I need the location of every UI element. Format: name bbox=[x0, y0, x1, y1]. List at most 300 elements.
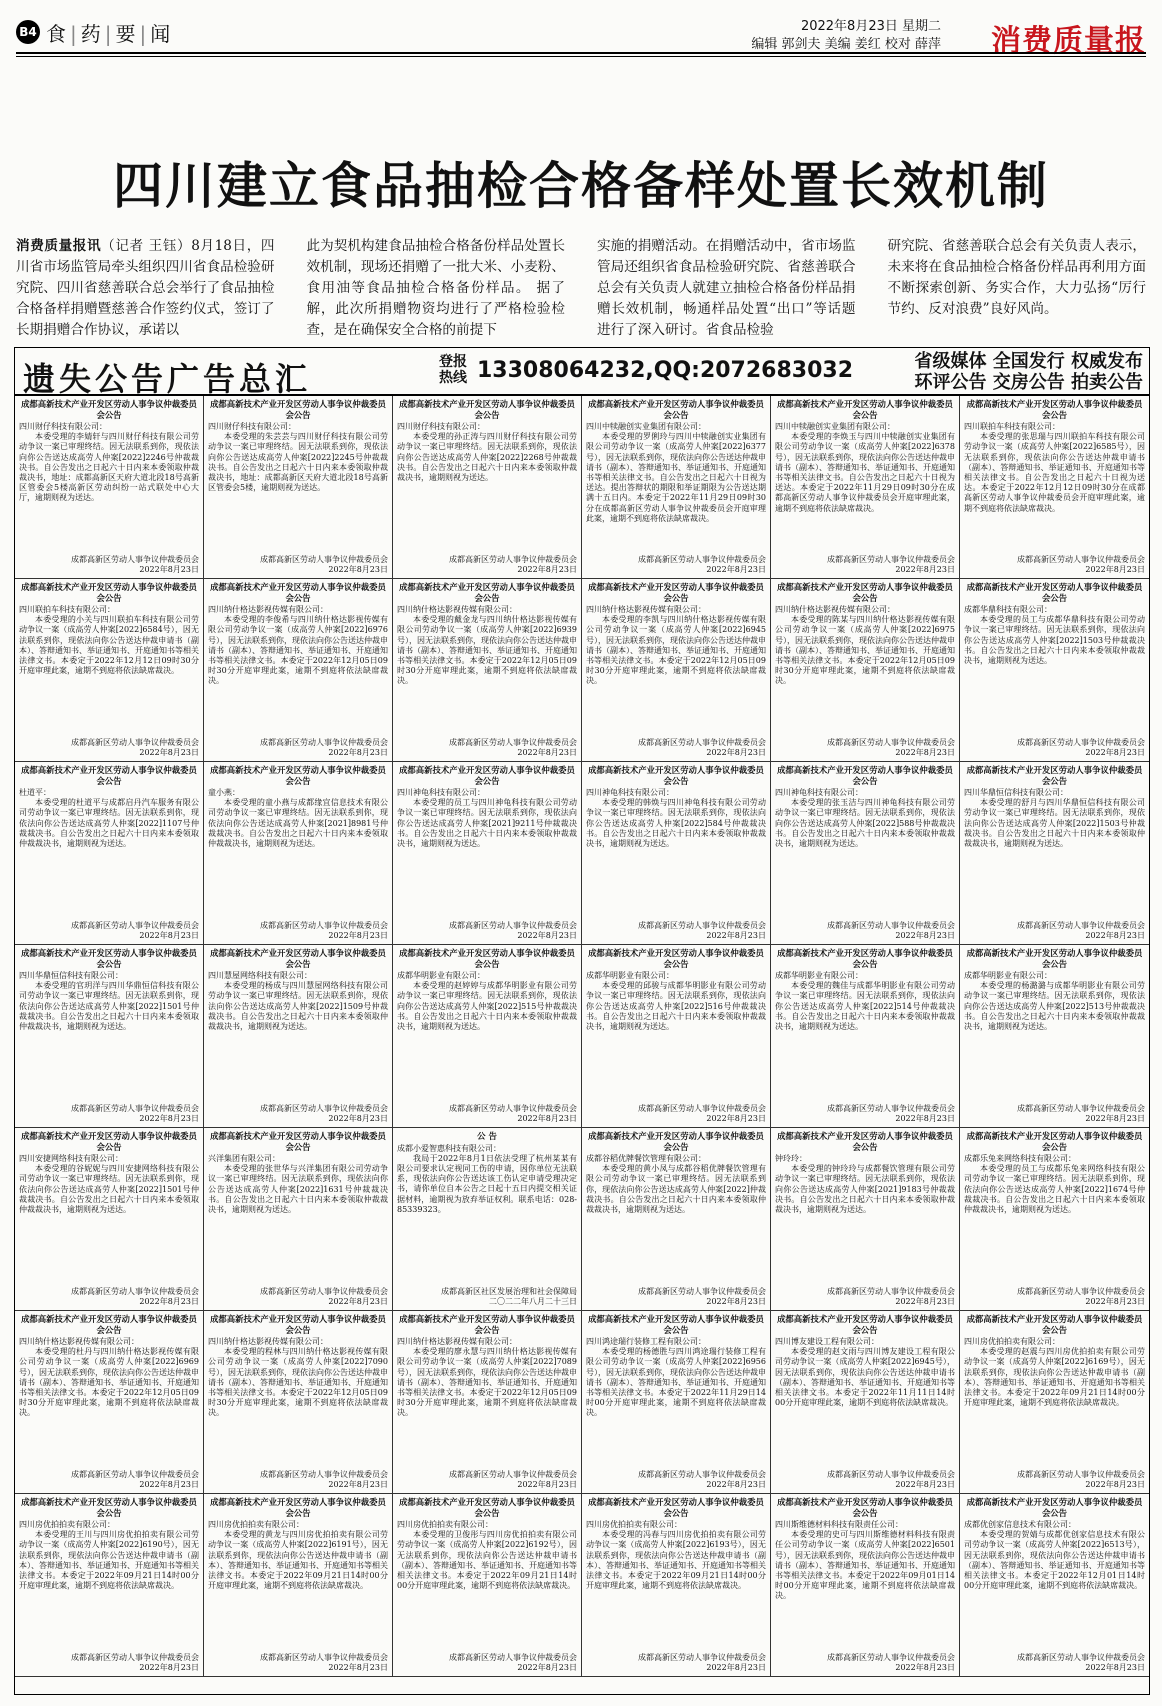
notice-title: 成都高新技术产业开发区劳动人事争议仲裁委员会公告 bbox=[210, 582, 386, 603]
masthead-logo: 消费质量报 bbox=[991, 24, 1146, 59]
lead-article bbox=[16, 236, 1146, 338]
notice-item bbox=[771, 1494, 960, 1677]
notice-title: 成都高新技术产业开发区劳动人事争议仲裁委员会公告 bbox=[210, 1314, 386, 1335]
notice-item bbox=[582, 1494, 771, 1677]
notice-addressee: 四川神龟科技有限公司： bbox=[397, 788, 485, 797]
header-rule bbox=[16, 52, 1146, 54]
notice-addressee: 成都乐兔来网络科技有限公司： bbox=[964, 1154, 1076, 1163]
notice-addressee: 四川财仔科技有限公司： bbox=[19, 422, 107, 431]
notice-footer bbox=[638, 1104, 766, 1124]
notice-addressee: 四川纳什格达影视传媒有限公司： bbox=[397, 1337, 517, 1346]
notice-signature: 成都高新区劳动人事争议仲裁委员会 bbox=[638, 737, 766, 747]
notice-footer bbox=[260, 555, 388, 575]
notice-signature: 成都高新区劳动人事争议仲裁委员会 bbox=[827, 1652, 955, 1662]
notice-signature: 成都高新区劳动人事争议仲裁委员会 bbox=[71, 554, 199, 564]
notice-body: 本委受理的卫俊彤与四川房优拍拍卖有限公司劳动争议一案（成高劳人仲案[2022]6192号），因无法联系到你，现依法向你公告送达仲裁申请书（副本）、答辩通知书、举证通知书、开庭通知书等相关法律文书。本委定于2022年09月21日14时00分开庭审理此案，逾期不到庭将依法缺席裁决。 bbox=[397, 1530, 577, 1591]
notice-addressee: 四川华鼎恒信科技有限公司： bbox=[19, 971, 123, 980]
notice-signature: 成都高新区劳动人事争议仲裁委员会 bbox=[827, 920, 955, 930]
notice-addressee: 成都小爱智惠科技有限公司： bbox=[397, 1143, 501, 1153]
notice-date: 2022年8月23日 bbox=[895, 747, 955, 757]
notice-signature: 成都高新区劳动人事争议仲裁委员会 bbox=[71, 1103, 199, 1113]
notice-body: 本委受理的员工与四川神龟科技有限公司劳动争议一案已审理终结。因无法联系到你，现依法向你公告送达成高劳人仲案[2021]9211号仲裁裁决书。自公告发出之日起六十日内来本委领取仲裁裁决书，逾期则视为送达。 bbox=[397, 798, 577, 849]
notice-body: 我局于2022年8月1日依法受理了杭州某某有限公司要求认定视同工伤的申请，因你单位无法联系，现依法向你公告送达该工伤认定申请受理决定书，请你单位自本公告之日起十五日内提交相关证据材料，逾期视为放弃举证权利。联系电话：028-85339323。 bbox=[397, 1153, 577, 1214]
notice-date: 2022年8月23日 bbox=[706, 1662, 766, 1672]
notice-footer bbox=[260, 1287, 388, 1307]
notice-body: 本委受理的冯春与四川房优拍拍卖有限公司劳动争议一案（成高劳人仲案[2022]6193号），因无法联系到你，现依法向你公告送达仲裁申请书（副本）、答辩通知书、举证通知书、开庭通知书等相关法律文书。本委定于2022年09月21日14时00分开庭审理此案，逾期不到庭将依法缺席裁决。 bbox=[586, 1530, 766, 1591]
notice-body: 本委受理的陈某与四川纳什格达影视传媒有限公司劳动争议一案（成高劳人仲案[2022]6975号），因无法联系到你，现依法向你公告送达仲裁申请书（副本）、答辩通知书、举证通知书、开庭通知书等相关法律文书。本委定于2022年12月05日09时30分开庭审理此案，逾期不到庭将依法缺席裁决。 bbox=[775, 615, 955, 686]
notice-item bbox=[960, 396, 1149, 579]
notice-body: 本委受理的黄龙与四川房优拍拍卖有限公司劳动争议一案（成高劳人仲案[2022]6191号），因无法联系到你，现依法向你公告送达仲裁申请书（副本）、答辩通知书、举证通知书、开庭通知书等相关法律文书。本委定于2022年09月21日14时00分开庭审理此案，逾期不到庭将依法缺席裁决。 bbox=[208, 1530, 388, 1591]
notice-footer bbox=[71, 1287, 199, 1307]
notice-title: 成都高新技术产业开发区劳动人事争议仲裁委员会公告 bbox=[399, 1314, 575, 1335]
notice-signature: 成都高新区劳动人事争议仲裁委员会 bbox=[449, 1652, 577, 1662]
notice-signature: 成都高新区劳动人事争议仲裁委员会 bbox=[827, 1469, 955, 1479]
notice-footer bbox=[260, 1104, 388, 1124]
notice-title: 成都高新技术产业开发区劳动人事争议仲裁委员会公告 bbox=[588, 1131, 764, 1152]
notice-footer bbox=[449, 555, 577, 575]
ads-title: 遗失公告广告总汇 bbox=[23, 360, 312, 398]
notice-date: 2022年8月23日 bbox=[517, 1662, 577, 1672]
notice-signature: 成都高新区劳动人事争议仲裁委员会 bbox=[449, 920, 577, 930]
ads-slogan-line: 环评公告 交房公告 拍卖公告 bbox=[914, 372, 1143, 393]
notice-date: 二〇二二年八月二十三日 bbox=[489, 1296, 577, 1306]
notice-body: 本委受理的赵震与四川房优拍拍卖有限公司劳动争议一案（成高劳人仲案[2022]6169号），因无法联系到你，现依法向你公告送达仲裁申请书（副本）、答辩通知书、举证通知书、开庭通知书等相关法律文书。本委定于2022年09月21日14时00分开庭审理此案，逾期不到庭将依法缺席裁决。 bbox=[964, 1347, 1145, 1408]
notice-title: 成都高新技术产业开发区劳动人事争议仲裁委员会公告 bbox=[588, 1314, 764, 1335]
notice-footer bbox=[71, 555, 199, 575]
notice-footer bbox=[1017, 738, 1145, 758]
notice-footer bbox=[827, 1104, 955, 1124]
notice-body: 本委受理的张思瑞与四川联拍车科技有限公司劳动争议一案（成高劳人仲案[2022]6585号），因无法联系到你，现依法向你公告送达仲裁申请书（副本）、答辩通知书、举证通知书、开庭通知书等相关法律文书。自公告发出之日起六十日视为送达。本委定于2022年12月12日09时30分在成都高新区劳动人事争议仲裁委员会开庭审理此案，逾期不到庭将依法缺席裁决。 bbox=[964, 432, 1145, 513]
notice-item bbox=[393, 1494, 582, 1677]
notice-addressee: 四川纳什格达影视传媒有限公司： bbox=[208, 605, 328, 614]
notice-signature: 成都高新区劳动人事争议仲裁委员会 bbox=[827, 1103, 955, 1113]
notice-body: 本委受理的钟玲玲与成都餐饮管理有限公司劳动争议一案已审理终结。因无法联系到你，现依法向你公告送达成高劳人仲案[2021]9183号仲裁裁决书。自公告发出之日起六十日内来本委领取仲裁裁决书，逾期则视为送达。 bbox=[775, 1164, 955, 1215]
notice-signature: 成都高新区社区发展治理和社会保障局 bbox=[441, 1286, 577, 1296]
notice-date: 2022年8月23日 bbox=[1085, 1662, 1145, 1672]
notice-footer bbox=[1017, 1470, 1145, 1490]
notice-item bbox=[15, 1311, 204, 1494]
notice-footer bbox=[1017, 921, 1145, 941]
section-char: 闻 bbox=[150, 22, 173, 46]
notice-body: 本委受理的杜丹与四川纳什格达影视传媒有限公司劳动争议一案（成高劳人仲案[2022]6969号），因无法联系到你，现依法向你公告送达仲裁申请书（副本）、答辩通知书、举证通知书、开庭通知书等相关法律文书。本委定于2022年12月05日09时30分开庭审理此案，逾期不到庭将依法缺席裁决。 bbox=[19, 1347, 199, 1418]
notice-footer bbox=[441, 1287, 577, 1307]
notice-body: 本委受理的童小燕与成都缘宜信息技术有限公司劳动争议一案已审理终结。因无法联系到你，现依法向你公告送达成高劳人仲案[2021]8981号仲裁裁决书。自公告发出之日起六十日内来本委领取仲裁裁决书，逾期则视为送达。 bbox=[208, 798, 388, 849]
notice-footer bbox=[827, 1653, 955, 1673]
notice-title: 成都高新技术产业开发区劳动人事争议仲裁委员会公告 bbox=[777, 1131, 953, 1152]
notice-body: 本委受理的小关与四川联拍车科技有限公司劳动争议一案（成高劳人仲案[2022]6584号），因无法联系到你，现依法向你公告送达仲裁申请书（副本）、答辩通知书、举证通知书、开庭通知书等相关法律文书。本委定于2022年12月12日09时30分开庭审理此案，逾期不到庭将依法缺席裁决。 bbox=[19, 615, 199, 676]
notice-title: 成都高新技术产业开发区劳动人事争议仲裁委员会公告 bbox=[966, 399, 1143, 420]
notice-signature: 成都高新区劳动人事争议仲裁委员会 bbox=[260, 554, 388, 564]
notice-footer bbox=[1017, 555, 1145, 575]
notice-item bbox=[15, 1494, 204, 1677]
notice-item bbox=[771, 1128, 960, 1311]
notice-date: 2022年8月23日 bbox=[1085, 747, 1145, 757]
notice-item bbox=[393, 1311, 582, 1494]
notice-date: 2022年8月23日 bbox=[895, 930, 955, 940]
notice-title: 成都高新技术产业开发区劳动人事争议仲裁委员会公告 bbox=[966, 1314, 1143, 1335]
notice-item bbox=[771, 945, 960, 1128]
notice-date: 2022年8月23日 bbox=[1085, 1113, 1145, 1123]
notice-item bbox=[393, 762, 582, 945]
notice-title: 成都高新技术产业开发区劳动人事争议仲裁委员会公告 bbox=[21, 948, 197, 969]
notice-body: 本委受理的朱芸芸与四川财仔科技有限公司劳动争议一案已审理终结。因无法联系到你，现依法向你公告送达成高劳人仲案[2022]2245号仲裁裁决书。自公告发出之日起六十日内来本委领取仲裁裁决书，地址：成都高新区天府大道北段18号高新区管委会5楼，逾期则视为送达。 bbox=[208, 432, 388, 493]
section-char: 食 bbox=[46, 22, 68, 46]
notice-title: 成都高新技术产业开发区劳动人事争议仲裁委员会公告 bbox=[21, 1497, 197, 1518]
notice-body: 本委受理的韩焕与四川神龟科技有限公司劳动争议一案已审理终结。因无法联系到你，现依法向你公告送达成高劳人仲案[2022]584号仲裁裁决书。自公告发出之日起六十日内来本委领取仲裁裁决书，逾期则视为送达。 bbox=[586, 798, 766, 849]
notice-addressee: 四川纳什格达影视传媒有限公司： bbox=[208, 1337, 328, 1346]
notice-date: 2022年8月23日 bbox=[706, 1113, 766, 1123]
notice-item bbox=[393, 396, 582, 579]
notice-date: 2022年8月23日 bbox=[139, 564, 199, 574]
notice-addressee: 四川斯维德材料科技有限责任公司： bbox=[775, 1520, 903, 1529]
notice-date: 2022年8月23日 bbox=[517, 1113, 577, 1123]
notice-date: 2022年8月23日 bbox=[139, 930, 199, 940]
classified-ads-section bbox=[14, 347, 1150, 1695]
notice-footer bbox=[449, 738, 577, 758]
notice-date: 2022年8月23日 bbox=[895, 1479, 955, 1489]
notice-date: 2022年8月23日 bbox=[1085, 1296, 1145, 1306]
notice-item bbox=[393, 1128, 582, 1311]
notice-addressee: 四川纳什格达影视传媒有限公司： bbox=[775, 605, 895, 614]
notice-item bbox=[15, 762, 204, 945]
article-column: 研究院、省慈善联合总会有关负责人表示，未来将在食品抽检合格备份样品再利用方面不断探索创新、务实合作，大力弘扬“厉行节约、反对浪费”良好风尚。 bbox=[887, 238, 1146, 317]
notice-signature: 成都高新区劳动人事争议仲裁委员会 bbox=[638, 1286, 766, 1296]
notice-body: 本委受理的贺婧与成都优创家信息技术有限公司劳动争议一案（成高劳人仲案[2022]6513号），因无法联系到你，现依法向你公告送达仲裁申请书（副本）、答辩通知书、举证通知书、开庭通知书等相关法律文书。本委定于2022年12月01日14时00分开庭审理此案，逾期不到庭将依法缺席裁决。 bbox=[964, 1530, 1145, 1591]
notice-body: 本委受理的李俊希与四川纳什格达影视传媒有限公司劳动争议一案（成高劳人仲案[2022]6976号），因无法联系到你，现依法向你公告送达仲裁申请书（副本）、答辩通知书、举证通知书、开庭通知书等相关法律文书。本委定于2022年12月05日09时30分开庭审理此案，逾期不到庭将依法缺席裁决。 bbox=[208, 615, 388, 686]
notice-footer bbox=[1017, 1287, 1145, 1307]
notice-signature: 成都高新区劳动人事争议仲裁委员会 bbox=[827, 554, 955, 564]
notice-title: 公 告 bbox=[477, 1131, 497, 1141]
notice-item bbox=[204, 396, 393, 579]
notice-addressee: 四川房优拍拍卖有限公司： bbox=[397, 1520, 493, 1529]
notice-body: 本委受理的史可与四川斯维德材料科技有限责任公司劳动争议一案（成高劳人仲案[2022]6501号），因无法联系到你，现依法向你公告送达仲裁申请书（副本）、答辩通知书、举证通知书、开庭通知书等相关法律文书。本委定于2022年09月01日14时00分开庭审理此案，逾期不到庭将依法缺席裁决。 bbox=[775, 1530, 955, 1601]
notice-grid bbox=[15, 396, 1149, 1677]
notice-signature: 成都高新区劳动人事争议仲裁委员会 bbox=[638, 920, 766, 930]
notice-title: 成都高新技术产业开发区劳动人事争议仲裁委员会公告 bbox=[21, 1314, 197, 1335]
notice-addressee: 四川中犊融创实业集团有限公司： bbox=[775, 422, 895, 431]
notice-footer bbox=[260, 921, 388, 941]
notice-title: 成都高新技术产业开发区劳动人事争议仲裁委员会公告 bbox=[966, 582, 1143, 603]
notice-signature: 成都高新区劳动人事争议仲裁委员会 bbox=[449, 554, 577, 564]
notice-body: 本委受理的员工与成都乐兔来网络科技有限公司劳动争议一案已审理终结。因无法联系到你，现依法向你公告送达成高劳人仲案[2022]1674号仲裁裁决书。自公告发出之日起六十日内来本委领取仲裁裁决书，逾期则视为送达。 bbox=[964, 1164, 1145, 1215]
notice-addressee: 四川房优拍拍卖有限公司： bbox=[19, 1520, 115, 1529]
notice-signature: 成都高新区劳动人事争议仲裁委员会 bbox=[449, 1103, 577, 1113]
notice-item bbox=[204, 1311, 393, 1494]
notice-title: 成都高新技术产业开发区劳动人事争议仲裁委员会公告 bbox=[777, 582, 953, 603]
notice-body: 本委受理的杨德胜与四川鸿途瑞行装修工程有限公司劳动争议一案（成高劳人仲案[2022]6956号），因无法联系到你，现依法向你公告送达仲裁申请书（副本）、答辩通知书、举证通知书、开庭通知书等相关法律文书。本委定于2022年11月29日14时00分开庭审理此案，逾期不到庭将依法缺席裁决。 bbox=[586, 1347, 766, 1418]
notice-footer bbox=[1017, 1104, 1145, 1124]
notice-date: 2022年8月23日 bbox=[328, 1296, 388, 1306]
notice-signature: 成都高新区劳动人事争议仲裁委员会 bbox=[71, 1286, 199, 1296]
notice-item bbox=[15, 579, 204, 762]
notice-addressee: 四川安捷网络科技有限公司： bbox=[19, 1154, 123, 1163]
notice-date: 2022年8月23日 bbox=[517, 747, 577, 757]
notice-date: 2022年8月23日 bbox=[895, 1113, 955, 1123]
notice-item bbox=[582, 945, 771, 1128]
notice-item bbox=[582, 579, 771, 762]
notice-item bbox=[204, 1128, 393, 1311]
notice-body: 本委受理的舒月与四川华鼎恒信科技有限公司劳动争议一案已审理终结。因无法联系到你，现依法向你公告送达成高劳人仲案[2022]1503号仲裁裁决书。自公告发出之日起六十日内来本委领取仲裁裁决书，逾期则视为送达。 bbox=[964, 798, 1145, 849]
notice-addressee: 成都华明影业有限公司： bbox=[397, 971, 485, 980]
notice-footer bbox=[260, 1470, 388, 1490]
notice-footer bbox=[827, 738, 955, 758]
section-char: 要 bbox=[115, 22, 138, 46]
notice-body: 本委受理的黄小凤与成都谷稻优牌餐饮管理有限公司劳动争议一案已审理终结。因无法联系到你，现依法向你公告送达成高劳人仲案[2022]仲裁裁决书。自公告发出之日起六十日内来本委领取仲裁裁决书，逾期则视为送达。 bbox=[586, 1164, 766, 1215]
notice-body: 本委受理的李焕玉与四川中犊融创实业集团有限公司劳动争议一案（成高劳人仲案[2022]6378号），因无法联系到你，现依法向你公告送达仲裁申请书（副本）、答辩通知书、举证通知书、开庭通知书等相关法律文书。自公告发出之日起六十日视为送达。本委定于2022年11月29日09时30分在成都高新区劳动人事争议仲裁委员会开庭审理此案，逾期不到庭将依法缺席裁决。 bbox=[775, 432, 955, 513]
notice-signature: 成都高新区劳动人事争议仲裁委员会 bbox=[638, 1652, 766, 1662]
notice-addressee: 四川房优拍拍卖有限公司： bbox=[964, 1337, 1060, 1346]
notice-date: 2022年8月23日 bbox=[139, 1479, 199, 1489]
notice-date: 2022年8月23日 bbox=[706, 747, 766, 757]
notice-item bbox=[960, 1128, 1149, 1311]
notice-footer bbox=[71, 921, 199, 941]
notice-body: 本委受理的谷妮妮与四川安捷网络科技有限公司劳动争议一案已审理终结。因无法联系到你，现依法向你公告送达成高劳人仲案[2022]1501号仲裁裁决书。自公告发出之日起六十日内来本委领取仲裁裁决书，逾期则视为送达。 bbox=[19, 1164, 199, 1215]
notice-body: 本委受理的李凯与四川纳什格达影视传媒有限公司劳动争议一案（成高劳人仲案[2022]6945号），因无法联系到你，现依法向你公告送达仲裁申请书（副本）、答辩通知书、举证通知书、开庭通知书等相关法律文书。本委定于2022年12月05日09时30分开庭审理此案，逾期不到庭将依法缺席裁决。 bbox=[586, 615, 766, 686]
notice-addressee: 成都华鼎科技有限公司： bbox=[964, 605, 1052, 614]
notice-item bbox=[771, 579, 960, 762]
notice-body: 本委受理的王川与四川房优拍拍卖有限公司劳动争议一案（成高劳人仲案[2022]6190号），因无法联系到你，现依法向你公告送达仲裁申请书（副本）、答辩通知书、举证通知书、开庭通知书等相关法律文书。本委定于2022年09月21日14时00分开庭审理此案，逾期不到庭将依法缺席裁决。 bbox=[19, 1530, 199, 1591]
notice-footer bbox=[638, 921, 766, 941]
notice-addressee: 兴洋集团有限公司： bbox=[208, 1154, 280, 1163]
ads-hotline-number: 13308064232,QQ:2072683032 bbox=[477, 358, 854, 383]
notice-title: 成都高新技术产业开发区劳动人事争议仲裁委员会公告 bbox=[966, 1497, 1143, 1518]
notice-signature: 成都高新区劳动人事争议仲裁委员会 bbox=[260, 920, 388, 930]
notice-title: 成都高新技术产业开发区劳动人事争议仲裁委员会公告 bbox=[966, 765, 1143, 786]
notice-date: 2022年8月23日 bbox=[517, 1479, 577, 1489]
notice-footer bbox=[827, 1287, 955, 1307]
notice-title: 成都高新技术产业开发区劳动人事争议仲裁委员会公告 bbox=[210, 1497, 386, 1518]
notice-addressee: 四川鸿途瑞行装修工程有限公司： bbox=[586, 1337, 706, 1346]
notice-signature: 成都高新区劳动人事争议仲裁委员会 bbox=[1017, 1469, 1145, 1479]
notice-addressee: 四川慧屋网络科技有限公司： bbox=[208, 971, 312, 980]
notice-date: 2022年8月23日 bbox=[139, 1113, 199, 1123]
notice-footer bbox=[638, 1653, 766, 1673]
notice-title: 成都高新技术产业开发区劳动人事争议仲裁委员会公告 bbox=[21, 765, 197, 786]
notice-addressee: 四川房优拍拍卖有限公司： bbox=[586, 1520, 682, 1529]
notice-body: 本委受理的邱骏与成都华明影业有限公司劳动争议一案已审理终结。因无法联系到你，现依法向你公告送达成高劳人仲案[2022]516号仲裁裁决书。自公告发出之日起六十日内来本委领取仲裁裁决书，逾期则视为送达。 bbox=[586, 981, 766, 1032]
notice-title: 成都高新技术产业开发区劳动人事争议仲裁委员会公告 bbox=[588, 765, 764, 786]
notice-addressee: 四川中犊融创实业集团有限公司： bbox=[586, 422, 706, 431]
notice-addressee: 四川联拍车科技有限公司： bbox=[964, 422, 1060, 431]
article-column: 此为契机构建食品抽检合格备份样品处置长效机制，现场还捐赠了一批大米、小麦粉、食用油等食品抽检合格备份样品。 据了解，此次所捐赠物资均进行了严格检验检查，是在确保安全合格的前提下 bbox=[306, 238, 565, 338]
notice-signature: 成都高新区劳动人事争议仲裁委员会 bbox=[1017, 554, 1145, 564]
notice-signature: 成都高新区劳动人事争议仲裁委员会 bbox=[1017, 920, 1145, 930]
notice-title: 成都高新技术产业开发区劳动人事争议仲裁委员会公告 bbox=[399, 399, 575, 420]
notice-signature: 成都高新区劳动人事争议仲裁委员会 bbox=[638, 554, 766, 564]
article-text: 8月18日，四川省市场监管局牵头组织四川省食品检验研究院、四川省慈善联合总会举行了食品抽检合格备样捐赠暨慈善合作签约仪式，签订了长期捐赠合作协议，承诺以 bbox=[16, 238, 275, 338]
notice-signature: 成都高新区劳动人事争议仲裁委员会 bbox=[260, 737, 388, 747]
notice-date: 2022年8月23日 bbox=[139, 1662, 199, 1672]
notice-footer bbox=[449, 1104, 577, 1124]
notice-date: 2022年8月23日 bbox=[139, 747, 199, 757]
notice-date: 2022年8月23日 bbox=[1085, 1479, 1145, 1489]
notice-footer bbox=[827, 921, 955, 941]
notice-body: 本委受理的赵婷婷与成都华明影业有限公司劳动争议一案已审理终结。因无法联系到你，现依法向你公告送达成高劳人仲案[2022]515号仲裁裁决书。自公告发出之日起六十日内来本委领取仲裁裁决书，逾期则视为送达。 bbox=[397, 981, 577, 1032]
notice-addressee: 四川华鼎恒信科技有限公司： bbox=[964, 788, 1068, 797]
notice-item bbox=[204, 1494, 393, 1677]
notice-addressee: 成都华明影业有限公司： bbox=[586, 971, 674, 980]
notice-date: 2022年8月23日 bbox=[1085, 930, 1145, 940]
notice-date: 2022年8月23日 bbox=[895, 564, 955, 574]
notice-addressee: 四川神龟科技有限公司： bbox=[775, 788, 863, 797]
notice-date: 2022年8月23日 bbox=[895, 1296, 955, 1306]
notice-date: 2022年8月23日 bbox=[517, 564, 577, 574]
notice-body: 本委受理的杜道平与成都启丹汽车服务有限公司劳动争议一案已审理终结。因无法联系到你，现依法向你公告送达成高劳人仲案[2022]1107号仲裁裁决书。自公告发出之日起六十日内来本委领取仲裁裁决书，逾期则视为送达。 bbox=[19, 798, 199, 849]
notice-addressee: 四川纳什格达影视传媒有限公司： bbox=[586, 605, 706, 614]
notice-date: 2022年8月23日 bbox=[895, 1662, 955, 1672]
notice-footer bbox=[260, 1653, 388, 1673]
notice-footer bbox=[1017, 1653, 1145, 1673]
notice-title: 成都高新技术产业开发区劳动人事争议仲裁委员会公告 bbox=[399, 582, 575, 603]
notice-body: 本委受理的廖永慧与四川纳什格达影视传媒有限公司劳动争议一案（成高劳人仲案[2022]7089号），因无法联系到你，现依法向你公告送达仲裁申请书（副本）、答辩通知书、举证通知书、开庭通知书等相关法律文书。本委定于2022年12月05日09时30分开庭审理此案，逾期不到庭将依法缺席裁决。 bbox=[397, 1347, 577, 1418]
notice-body: 本委受理的戴金龙与四川纳什格达影视传媒有限公司劳动争议一案（成高劳人仲案[2022]6939号），因无法联系到你，现依法向你公告送达仲裁申请书（副本）、答辩通知书、举证通知书、开庭通知书等相关法律文书。本委定于2022年12月05日09时30分开庭审理此案，逾期不到庭将依法缺席裁决。 bbox=[397, 615, 577, 686]
notice-signature: 成都高新区劳动人事争议仲裁委员会 bbox=[1017, 737, 1145, 747]
dateline bbox=[751, 18, 941, 54]
notice-addressee: 四川博友建设工程有限公司： bbox=[775, 1337, 879, 1346]
notice-addressee: 成都优创家信息技术有限公司： bbox=[964, 1520, 1076, 1529]
notice-date: 2022年8月23日 bbox=[328, 1113, 388, 1123]
notice-footer bbox=[71, 1470, 199, 1490]
notice-title: 成都高新技术产业开发区劳动人事争议仲裁委员会公告 bbox=[399, 948, 575, 969]
notice-date: 2022年8月23日 bbox=[706, 1296, 766, 1306]
notice-footer bbox=[827, 1470, 955, 1490]
notice-body: 本委受理的张玉洁与四川神龟科技有限公司劳动争议一案已审理终结。因无法联系到你，现依法向你公告送达成高劳人仲案[2022]588号仲裁裁决书。自公告发出之日起六十日内来本委领取仲裁裁决书，逾期则视为送达。 bbox=[775, 798, 955, 849]
notice-addressee: 四川纳什格达影视传媒有限公司： bbox=[397, 605, 517, 614]
notice-addressee: 童小燕： bbox=[208, 788, 240, 797]
notice-body: 本委受理的赵文雨与四川博友建设工程有限公司劳动争议一案（成高劳人仲案[2022]6945号），因无法联系到你，现依法向你公告送达仲裁申请书（副本）、答辩通知书、举证通知书、开庭通知书等相关法律文书。本委定于2022年11月11日14时00分开庭审理此案，逾期不到庭将依法缺席裁决。 bbox=[775, 1347, 955, 1408]
notice-title: 成都高新技术产业开发区劳动人事争议仲裁委员会公告 bbox=[399, 765, 575, 786]
notice-date: 2022年8月23日 bbox=[706, 564, 766, 574]
notice-item bbox=[204, 945, 393, 1128]
notice-addressee: 成都谷稻优牌餐饮管理有限公司： bbox=[586, 1154, 706, 1163]
notice-title: 成都高新技术产业开发区劳动人事争议仲裁委员会公告 bbox=[210, 948, 386, 969]
notice-item bbox=[393, 579, 582, 762]
notice-body: 本委受理的罗俐玲与四川中犊融创实业集团有限公司劳动争议一案（成高劳人仲案[2022]6377号），因无法联系到你，现依法向你公告送达仲裁申请书（副本）、答辩通知书、举证通知书、开庭通知书等相关法律文书。自公告发出之日起六十日视为送达。提出答辩状的期限和举证期限为公告送达期满十五日内。本委定于2022年11月29日09时30分在成都高新区劳动人事争议仲裁委员会开庭审理此案，逾期不到庭将依法缺席裁决。 bbox=[586, 432, 766, 523]
notice-footer bbox=[71, 1104, 199, 1124]
notice-signature: 成都高新区劳动人事争议仲裁委员会 bbox=[71, 1652, 199, 1662]
notice-item bbox=[15, 1128, 204, 1311]
notice-title: 成都高新技术产业开发区劳动人事争议仲裁委员会公告 bbox=[588, 948, 764, 969]
notice-signature: 成都高新区劳动人事争议仲裁委员会 bbox=[827, 1286, 955, 1296]
notice-item bbox=[771, 762, 960, 945]
notice-body: 本委受理的张世华与兴洋集团有限公司劳动争议一案已审理终结。因无法联系到你，现依法向你公告送达成高劳人仲案[2022]1631号仲裁裁决书。自公告发出之日起六十日内来本委领取仲裁裁决书，逾期则视为送达。 bbox=[208, 1164, 388, 1215]
notice-title: 成都高新技术产业开发区劳动人事争议仲裁委员会公告 bbox=[210, 765, 386, 786]
notice-footer bbox=[827, 555, 955, 575]
notice-title: 成都高新技术产业开发区劳动人事争议仲裁委员会公告 bbox=[966, 948, 1143, 969]
notice-date: 2022年8月23日 bbox=[328, 564, 388, 574]
notice-addressee: 四川房优拍拍卖有限公司： bbox=[208, 1520, 304, 1529]
notice-footer bbox=[638, 1287, 766, 1307]
notice-title: 成都高新技术产业开发区劳动人事争议仲裁委员会公告 bbox=[210, 1131, 386, 1152]
notice-footer bbox=[71, 1653, 199, 1673]
notice-title: 成都高新技术产业开发区劳动人事争议仲裁委员会公告 bbox=[21, 582, 197, 603]
notice-title: 成都高新技术产业开发区劳动人事争议仲裁委员会公告 bbox=[777, 1497, 953, 1518]
notice-item bbox=[582, 1311, 771, 1494]
notice-addressee: 钟玲玲： bbox=[775, 1154, 807, 1163]
notice-addressee: 四川纳什格达影视传媒有限公司： bbox=[19, 1337, 139, 1346]
article-column bbox=[16, 236, 275, 338]
notice-date: 2022年8月23日 bbox=[328, 1662, 388, 1672]
notice-item bbox=[15, 396, 204, 579]
notice-item bbox=[960, 1311, 1149, 1494]
notice-body: 本委受理的魏佳与成都华明影业有限公司劳动争议一案已审理终结。因无法联系到你，现依法向你公告送达成高劳人仲案[2022]514号仲裁裁决书。自公告发出之日起六十日内来本委领取仲裁裁决书，逾期则视为送达。 bbox=[775, 981, 955, 1032]
notice-title: 成都高新技术产业开发区劳动人事争议仲裁委员会公告 bbox=[399, 1497, 575, 1518]
notice-addressee: 杜道平： bbox=[19, 788, 51, 797]
notice-signature: 成都高新区劳动人事争议仲裁委员会 bbox=[827, 737, 955, 747]
notice-addressee: 成都华明影业有限公司： bbox=[775, 971, 863, 980]
notice-footer bbox=[449, 1470, 577, 1490]
notice-signature: 成都高新区劳动人事争议仲裁委员会 bbox=[260, 1469, 388, 1479]
notice-title: 成都高新技术产业开发区劳动人事争议仲裁委员会公告 bbox=[210, 399, 386, 420]
notice-item bbox=[960, 945, 1149, 1128]
ads-hotline-label: 登报热线 bbox=[439, 354, 467, 386]
notice-signature: 成都高新区劳动人事争议仲裁委员会 bbox=[260, 1652, 388, 1662]
page-number-badge: B4 bbox=[16, 20, 40, 44]
notice-item bbox=[771, 396, 960, 579]
notice-signature: 成都高新区劳动人事争议仲裁委员会 bbox=[71, 737, 199, 747]
notice-title: 成都高新技术产业开发区劳动人事争议仲裁委员会公告 bbox=[588, 1497, 764, 1518]
notice-addressee: 成都华明影业有限公司： bbox=[964, 971, 1052, 980]
notice-title: 成都高新技术产业开发区劳动人事争议仲裁委员会公告 bbox=[777, 399, 953, 420]
notice-date: 2022年8月23日 bbox=[517, 930, 577, 940]
ads-slogan-line: 省级媒体 全国发行 权威发布 bbox=[914, 351, 1143, 372]
notice-signature: 成都高新区劳动人事争议仲裁委员会 bbox=[71, 920, 199, 930]
notice-signature: 成都高新区劳动人事争议仲裁委员会 bbox=[1017, 1286, 1145, 1296]
notice-addressee: 四川财仔科技有限公司： bbox=[397, 422, 485, 431]
notice-body: 本委受理的官玥洋与四川华鼎恒信科技有限公司劳动争议一案已审理终结。因无法联系到你，现依法向你公告送达成高劳人仲案[2022]1501号仲裁裁决书。自公告发出之日起六十日内来本委领取仲裁裁决书，逾期则视为送达。 bbox=[19, 981, 199, 1032]
notice-signature: 成都高新区劳动人事争议仲裁委员会 bbox=[260, 1103, 388, 1113]
notice-footer bbox=[638, 555, 766, 575]
notice-signature: 成都高新区劳动人事争议仲裁委员会 bbox=[449, 737, 577, 747]
notice-item bbox=[393, 945, 582, 1128]
notice-footer bbox=[260, 738, 388, 758]
notice-title: 成都高新技术产业开发区劳动人事争议仲裁委员会公告 bbox=[777, 948, 953, 969]
notice-item bbox=[960, 1494, 1149, 1677]
notice-body: 本委受理的杨潞潞与成都华明影业有限公司劳动争议一案已审理终结。因无法联系到你，现依法向你公告送达成高劳人仲案[2022]513号仲裁裁决书。自公告发出之日起六十日内来本委领取仲裁裁决书，逾期则视为送达。 bbox=[964, 981, 1145, 1032]
notice-date: 2022年8月23日 bbox=[706, 930, 766, 940]
notice-item bbox=[582, 762, 771, 945]
notice-date: 2022年8月23日 bbox=[328, 930, 388, 940]
notice-addressee: 四川财仔科技有限公司： bbox=[208, 422, 296, 431]
ads-slogan bbox=[914, 351, 1143, 393]
section-title: 食 | 药 | 要 | 闻 bbox=[46, 22, 173, 46]
notice-body: 本委受理的李婧轩与四川财仔科技有限公司劳动争议一案已审理终结。因无法联系到你，现依法向你公告送达成高劳人仲案[2022]2246号仲裁裁决书。自公告发出之日起六十日内来本委领取仲裁裁决书，地址：成都高新区天府大道北段18号高新区管委会5楼高新区劳动纠纷一站式联处中心大厅，逾期则视为送达。 bbox=[19, 432, 199, 503]
notice-title: 成都高新技术产业开发区劳动人事争议仲裁委员会公告 bbox=[21, 1131, 197, 1152]
notice-footer bbox=[71, 738, 199, 758]
ads-banner bbox=[15, 348, 1149, 396]
article-lead: 消费质量报讯 bbox=[16, 238, 102, 254]
notice-signature: 成都高新区劳动人事争议仲裁委员会 bbox=[260, 1286, 388, 1296]
notice-date: 2022年8月23日 bbox=[328, 747, 388, 757]
notice-date: 2022年8月23日 bbox=[706, 1479, 766, 1489]
notice-item bbox=[582, 1128, 771, 1311]
issue-date: 2022年8月23日 星期二 bbox=[800, 19, 941, 34]
notice-addressee: 四川神龟科技有限公司： bbox=[586, 788, 674, 797]
notice-item bbox=[960, 762, 1149, 945]
notice-item bbox=[771, 1311, 960, 1494]
notice-body: 本委受理的杨成与四川慧屋网络科技有限公司劳动争议一案已审理终结。因无法联系到你，现依法向你公告送达成高劳人仲案[2022]1509号仲裁裁决书。自公告发出之日起六十日内来本委领取仲裁裁决书，逾期则视为送达。 bbox=[208, 981, 388, 1032]
notice-footer bbox=[449, 921, 577, 941]
notice-signature: 成都高新区劳动人事争议仲裁委员会 bbox=[638, 1469, 766, 1479]
notice-title: 成都高新技术产业开发区劳动人事争议仲裁委员会公告 bbox=[966, 1131, 1143, 1152]
notice-date: 2022年8月23日 bbox=[139, 1296, 199, 1306]
notice-signature: 成都高新区劳动人事争议仲裁委员会 bbox=[1017, 1103, 1145, 1113]
headline: 四川建立食品抽检合格备样处置长效机制 bbox=[113, 157, 1049, 215]
notice-footer bbox=[449, 1653, 577, 1673]
section-char: 药 bbox=[80, 22, 103, 46]
notice-signature: 成都高新区劳动人事争议仲裁委员会 bbox=[638, 1103, 766, 1113]
notice-title: 成都高新技术产业开发区劳动人事争议仲裁委员会公告 bbox=[777, 1314, 953, 1335]
